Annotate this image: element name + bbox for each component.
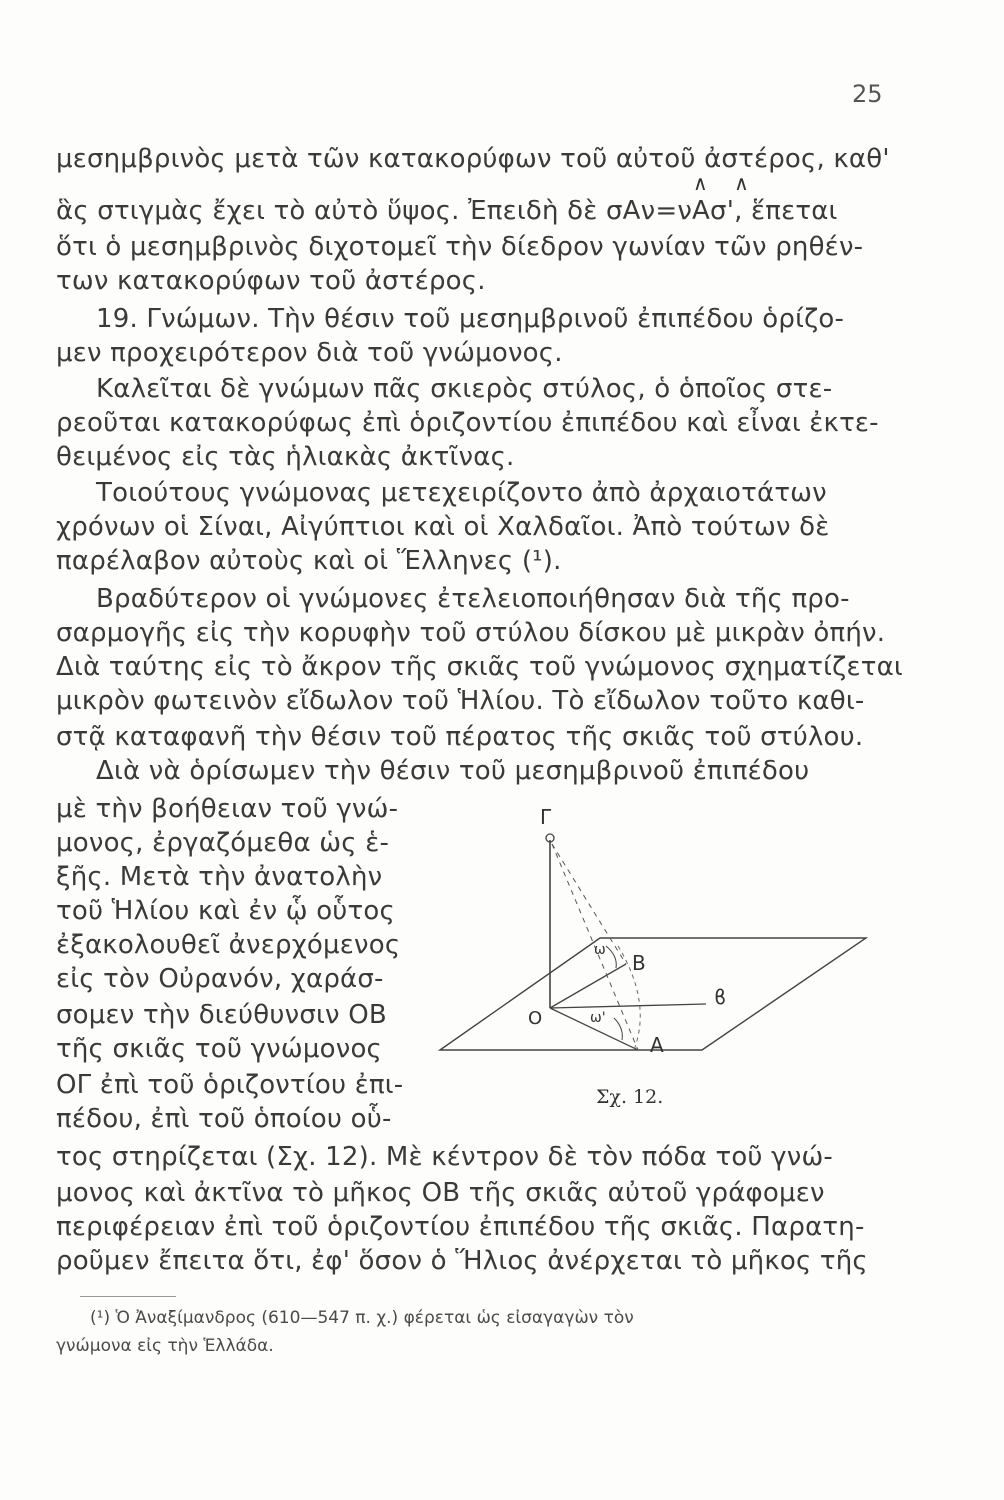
label-omega: ω bbox=[594, 942, 606, 958]
text-line: παρέλαβον αὐτοὺς καὶ οἱ Ἕλληνες (¹). bbox=[56, 546, 562, 576]
text-line: χρόνων οἱ Σίναι, Αἰγύπτιοι καὶ οἱ Χαλδαῖοι. Ἀπὸ τούτων δὲ bbox=[56, 512, 830, 542]
text-line: τος στηρίζεται (Σχ. 12). Μὲ κέντρον δὲ τὸν πόδα τοῦ γνώ- bbox=[56, 1142, 834, 1172]
footnote-line: (¹) Ὁ Ἀναξίμανδρος (610—547 π. χ.) φέρεται ὡς εἰσαγαγὼν τὸν bbox=[90, 1308, 634, 1328]
text-line: ΟΓ ἐπὶ τοῦ ὁριζοντίου ἐπι- bbox=[56, 1070, 404, 1100]
text-line: τῆς σκιᾶς τοῦ γνώμονος bbox=[56, 1034, 383, 1064]
text-line: ἃς στιγμὰς ἔχει τὸ αὐτὸ ὕψος. Ἐπειδὴ δὲ σΑν=νΑσ', ἕπεται bbox=[56, 196, 838, 226]
label-gamma: Γ bbox=[540, 805, 552, 829]
angle-omega-arc bbox=[606, 946, 616, 968]
line-OB bbox=[550, 964, 626, 1008]
text-line: τοῦ Ἡλίου καὶ ἐν ᾧ οὗτος bbox=[56, 896, 395, 926]
text-line: θειμένος εἰς τὰς ἡλιακὰς ἀκτῖνας. bbox=[56, 442, 515, 472]
text-line: μεσημβρινὸς μετὰ τῶν κατακορύφων τοῦ αὐτοῦ ἀστέρος, καθ' bbox=[56, 144, 890, 174]
text-line: ἐξακολουθεῖ ἀνερχόμενος bbox=[56, 930, 401, 960]
gnomon-figure bbox=[420, 796, 880, 1116]
text-line: μονος, ἐργαζόμεθα ὡς ἑ- bbox=[56, 828, 390, 858]
text-line: περιφέρειαν ἐπὶ τοῦ ὁριζοντίου ἐπιπέδου τῆς σκιᾶς. Παρατη- bbox=[56, 1212, 865, 1242]
text-line: Καλεῖται δὲ γνώμων πᾶς σκιερὸς στύλος, ὁ ὁποῖος στε- bbox=[96, 374, 833, 404]
label-B: B bbox=[632, 951, 646, 975]
text-line: Τοιούτους γνώμονας μετεχειρίζοντο ἀπὸ ἀρχαιοτάτων bbox=[96, 478, 827, 508]
page-number: 25 bbox=[852, 80, 883, 108]
text-line: ξῆς. Μετὰ τὴν ἀνατολὴν bbox=[56, 862, 383, 892]
footnote-divider bbox=[80, 1296, 176, 1297]
text-line: εἰς τὸν Οὐρανόν, χαράσ- bbox=[56, 964, 384, 994]
text-line: μὲ τὴν βοήθειαν τοῦ γνώ- bbox=[56, 794, 399, 824]
text-line: στᾷ καταφανῆ τὴν θέσιν τοῦ πέρατος τῆς σκιᾶς τοῦ στύλου. bbox=[56, 722, 864, 752]
label-b: ϐ bbox=[714, 985, 727, 1009]
text-line: μεν προχειρότερον διὰ τοῦ γνώμονος. bbox=[56, 338, 563, 368]
figure-caption: Σχ. 12. bbox=[596, 1086, 664, 1108]
text-line: μονος καὶ ἀκτῖνα τὸ μῆκος ΟΒ τῆς σκιᾶς αὐτοῦ γράφομεν bbox=[56, 1178, 825, 1208]
text-line: μικρὸν φωτεινὸν εἴδωλον τοῦ Ἡλίου. Τὸ εἴδωλον τοῦτο καθι- bbox=[56, 686, 865, 716]
section-heading-line: 19. Γνώμων. Τὴν θέσιν τοῦ μεσημβρινοῦ ἐπιπέδου ὁρίζο- bbox=[96, 304, 845, 334]
text-line: Διὰ νὰ ὁρίσωμεν τὴν θέσιν τοῦ μεσημβρινοῦ ἐπιπέδου bbox=[96, 756, 810, 786]
label-O: O bbox=[528, 1008, 543, 1029]
angle-hat-mark: ∧ ∧ bbox=[693, 171, 749, 195]
line-Ob bbox=[550, 1004, 706, 1008]
text-line: ροῦμεν ἔπειτα ὅτι, ἐφ' ὅσον ὁ Ἥλιος ἀνέρχεται τὸ μῆκος τῆς bbox=[56, 1246, 868, 1276]
text-line: πέδου, ἐπὶ τοῦ ὁποίου οὗ- bbox=[56, 1104, 392, 1134]
text-line: ρεοῦται κατακορύφως ἐπὶ ὁριζοντίου ἐπιπέδου καὶ εἶναι ἐκτε- bbox=[56, 408, 879, 438]
angle-omega-prime-arc bbox=[614, 1018, 622, 1040]
gnomon-diagram bbox=[420, 796, 880, 1116]
text-line: Διὰ ταύτης εἰς τὸ ἄκρον τῆς σκιᾶς τοῦ γνώμονος σχηματίζεται bbox=[56, 652, 903, 682]
text-line: Βραδύτερον οἱ γνώμονες ἐτελειοποιήθησαν διὰ τῆς προ- bbox=[96, 584, 850, 614]
text-line: ὅτι ὁ μεσημβρινὸς διχοτομεῖ τὴν δίεδρον γωνίαν τῶν ρηθέν- bbox=[56, 232, 864, 262]
footnote-line: γνώμονα εἰς τὴν Ἑλλάδα. bbox=[56, 1336, 274, 1356]
text-line: των κατακορύφων τοῦ ἀστέρος. bbox=[56, 266, 486, 296]
text-line: σαρμογῆς εἰς τὴν κορυφὴν τοῦ στύλου δίσκου μὲ μικρὰν ὀπήν. bbox=[56, 618, 886, 648]
label-A: A bbox=[650, 1033, 664, 1057]
text-line: σομεν τὴν διεύθυνσιν ΟΒ bbox=[56, 1000, 387, 1030]
label-omega-prime: ω' bbox=[590, 1010, 606, 1026]
